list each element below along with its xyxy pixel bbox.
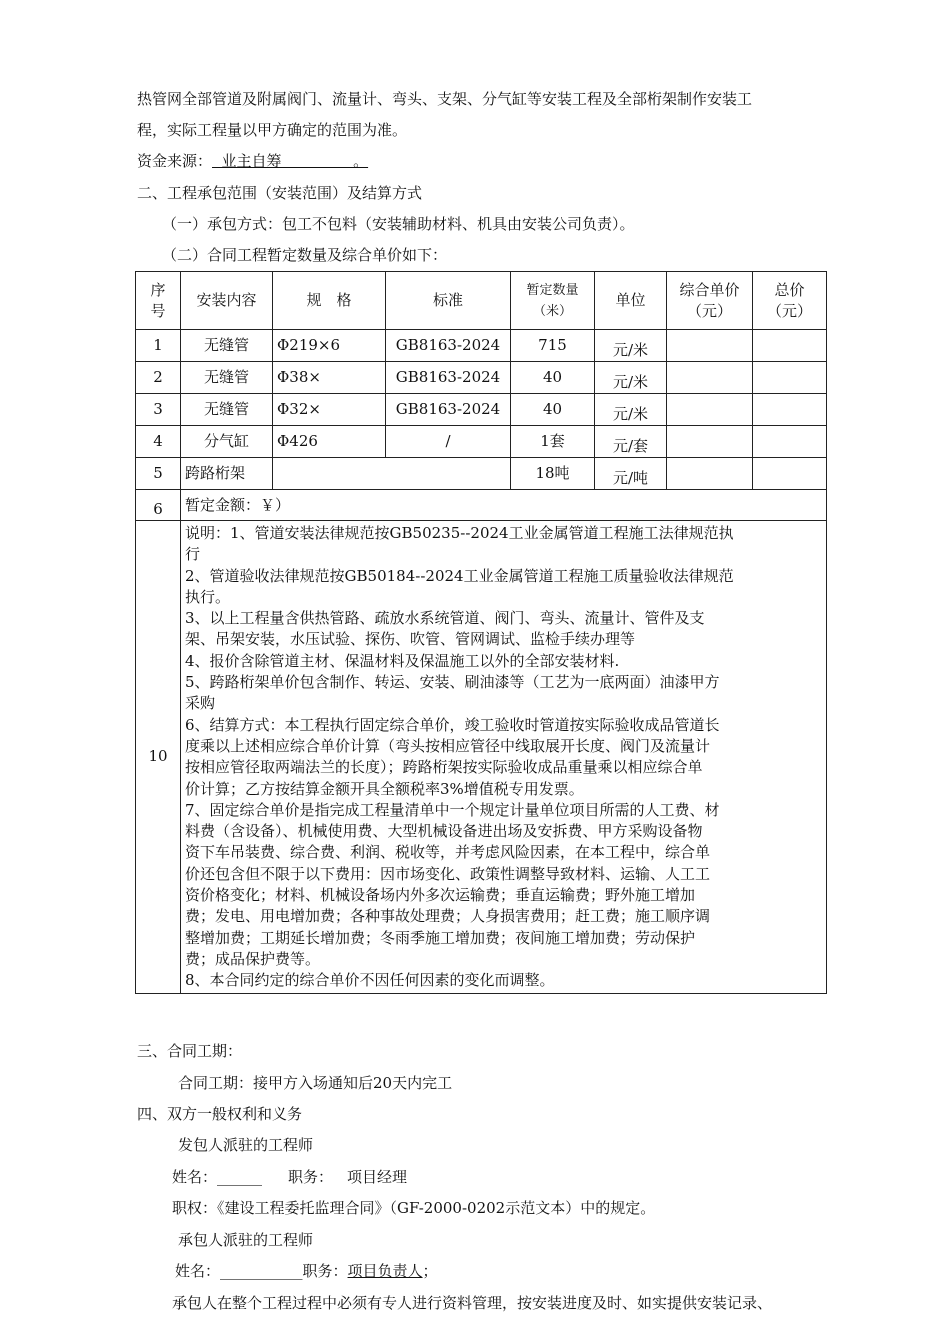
cell-seq: 1 xyxy=(136,330,181,362)
table-row xyxy=(136,362,827,394)
table-header-row xyxy=(136,272,827,330)
section3-title: 三、合同工期： xyxy=(137,1042,243,1060)
cell-seq: 6 xyxy=(136,490,181,521)
name-label: 姓名： xyxy=(175,1262,221,1280)
cell-standard: GB8163-2024 xyxy=(386,330,511,362)
table-row xyxy=(136,426,827,458)
estimate-amount: 暂定金额：￥） xyxy=(181,490,827,521)
contractor-engineer: 承包人派驻的工程师 xyxy=(178,1231,314,1249)
note-line: 行 xyxy=(185,545,201,564)
cell-spec: Φ38× xyxy=(273,362,386,394)
name-blank: ______ xyxy=(217,1168,263,1186)
note-line: 架、吊架安装，水压试验、探伤、吹管、管网调试、监检手续办理等 xyxy=(185,630,636,649)
cell-total xyxy=(753,426,827,458)
post-value: 项目负责人 xyxy=(347,1262,423,1280)
cell-unit: 元/米 xyxy=(595,330,667,362)
note-line: 4、报价含除管道主材、保温材料及保温施工以外的全部安装材料. xyxy=(185,651,620,670)
cell-standard: / xyxy=(386,426,511,458)
cell-unit: 元/套 xyxy=(595,426,667,458)
note-line: 5、跨路桁架单价包含制作、转运、安装、刷油漆等（工艺为一底两面）油漆甲方 xyxy=(185,673,720,692)
cell-standard: GB8163-2024 xyxy=(386,394,511,426)
note-line: 3、以上工程量含供热管路、疏放水系统管道、阀门、弯头、流量计、管件及支 xyxy=(185,609,705,628)
cell-spec: Φ219×6 xyxy=(273,330,386,362)
cell-total xyxy=(753,394,827,426)
notes-cell xyxy=(181,521,827,994)
note-line: 说明：1、管道安装法律规范按GB50235--2024工业金属管道工程施工法律规范执 xyxy=(185,524,734,542)
section4-title: 四、双方一般权利和义务 xyxy=(137,1105,303,1123)
cell-spec: Φ426 xyxy=(273,426,386,458)
note-line: 费；发电、用电增加费；各种事故处理费；人身损害费用；赶工费；施工顺序调 xyxy=(185,907,711,926)
post-label: 职务： xyxy=(288,1168,334,1186)
cell-qty: 715 xyxy=(511,330,595,362)
cell-qty: 18吨 xyxy=(511,458,595,490)
note-line: 度乘以上述相应综合单价计算（弯头按相应管径中线取展开长度、阀门及流量计 xyxy=(185,736,711,755)
header-qty: 暂定数量 （米） xyxy=(511,272,595,330)
cell-qty: 40 xyxy=(511,394,595,426)
header-content: 安装内容 xyxy=(181,272,273,330)
cell-seq: 10 xyxy=(136,521,181,994)
header-seq: 序 号 xyxy=(136,272,181,330)
contractor-engineer-name-row xyxy=(175,1260,438,1282)
note-line: 费；成品保护费等。 xyxy=(185,949,321,968)
note-line: 整增加费；工期延长增加费；冬雨季施工增加费；夜间施工增加费；劳动保护 xyxy=(185,928,696,947)
section2-sub2: （二）合同工程暂定数量及综合单价如下： xyxy=(162,246,448,264)
cell-content: 无缝管 xyxy=(181,394,273,426)
name-blank: ___________ xyxy=(220,1262,303,1280)
cell-qty: 40 xyxy=(511,362,595,394)
price-table xyxy=(135,271,827,994)
intro-line-2: 程，实际工程量以甲方确定的范围为准。 xyxy=(137,121,408,139)
cell-price xyxy=(667,426,753,458)
cell-total xyxy=(753,458,827,490)
note-line: 价还包含但不限于以下费用：因市场变化、政策性调整导致材料、运输、人工工 xyxy=(185,864,711,883)
table-row xyxy=(136,458,827,490)
note-line: 6、结算方式：本工程执行固定综合单价，竣工验收时管道按实际验收成品管道长 xyxy=(185,715,720,734)
cell-price xyxy=(667,394,753,426)
cell-content: 跨路桁架 xyxy=(181,458,273,490)
note-line: 执行。 xyxy=(185,587,231,606)
cell-spec-standard xyxy=(273,458,511,490)
header-unit: 单位 xyxy=(595,272,667,330)
cell-price xyxy=(667,330,753,362)
cell-seq: 4 xyxy=(136,426,181,458)
section2-title: 二、工程承包范围（安装范围）及结算方式 xyxy=(137,184,423,202)
cell-qty: 1套 xyxy=(511,426,595,458)
fund-source xyxy=(137,150,368,172)
cell-unit: 元/米 xyxy=(595,394,667,426)
cell-unit: 元/吨 xyxy=(595,458,667,490)
cell-standard: GB8163-2024 xyxy=(386,362,511,394)
post-end: ； xyxy=(422,1262,438,1280)
cell-content: 无缝管 xyxy=(181,362,273,394)
fund-label: 资金来源： xyxy=(137,152,213,170)
note-line: 料费（含设备）、机械使用费、大型机械设备进出场及安拆费、甲方采购设备物 xyxy=(185,822,703,841)
section2-sub1: （一）承包方式：包工不包料（安装辅助材料、机具由安装公司负责）。 xyxy=(162,215,635,233)
note-line: 资下车吊装费、综合费、利润、税收等，并考虑风险因素，在本工程中，综合单 xyxy=(185,843,711,862)
note-line: 价计算；乙方按结算金额开具全额税率3%增值税专用发票。 xyxy=(185,779,584,798)
cell-total xyxy=(753,362,827,394)
post-value: 项目经理 xyxy=(347,1168,408,1186)
header-spec: 规 格 xyxy=(273,272,386,330)
cell-seq: 5 xyxy=(136,458,181,490)
name-label: 姓名： xyxy=(172,1168,218,1186)
employer-engineer-name-row xyxy=(172,1166,407,1188)
table-row xyxy=(136,330,827,362)
header-price: 综合单价 （元） xyxy=(667,272,753,330)
header-total: 总价 （元） xyxy=(753,272,827,330)
fund-value: 业主自筹 。 xyxy=(212,152,369,170)
table-row xyxy=(136,394,827,426)
note-line: 采购 xyxy=(185,694,216,713)
last-line: 承包人在整个工程过程中必须有专人进行资料管理，按安装进度及时、如实提供安装记录、 xyxy=(172,1294,773,1312)
cell-content: 无缝管 xyxy=(181,330,273,362)
note-line: 2、管道验收法律规范按GB50184--2024工业金属管道工程施工质量验收法律规范 xyxy=(185,566,734,585)
table-row-notes xyxy=(136,521,827,994)
cell-spec: Φ32× xyxy=(273,394,386,426)
note-line: 8、本合同约定的综合单价不因任何因素的变化而调整。 xyxy=(185,971,555,990)
cell-price xyxy=(667,458,753,490)
cell-unit: 元/米 xyxy=(595,362,667,394)
note-line: 资价格变化；材料、机械设备场内外多次运输费；垂直运输费；野外施工增加 xyxy=(185,886,696,905)
cell-seq: 3 xyxy=(136,394,181,426)
cell-seq: 2 xyxy=(136,362,181,394)
table-row-estimate xyxy=(136,490,827,521)
note-line: 按相应管径取两端法兰的长度）；跨路桁架按实际验收成品重量乘以相应综合单 xyxy=(185,758,703,777)
cell-content: 分气缸 xyxy=(181,426,273,458)
cell-price xyxy=(667,362,753,394)
authority: 职权：《建设工程委托监理合同》（GF-2000-0202示范文本）中的规定。 xyxy=(172,1199,656,1217)
post-label: 职务： xyxy=(302,1262,348,1280)
intro-line-1: 热管网全部管道及附属阀门、流量计、弯头、支架、分气缸等安装工程及全部桁架制作安装工 xyxy=(137,90,753,108)
cell-total xyxy=(753,330,827,362)
header-standard: 标准 xyxy=(386,272,511,330)
employer-engineer: 发包人派驻的工程师 xyxy=(178,1136,314,1154)
note-line: 7、固定综合单价是指完成工程量清单中一个规定计量单位项目所需的人工费、材 xyxy=(185,800,720,819)
section3-body: 合同工期：接甲方入场通知后20天内完工 xyxy=(178,1074,453,1092)
